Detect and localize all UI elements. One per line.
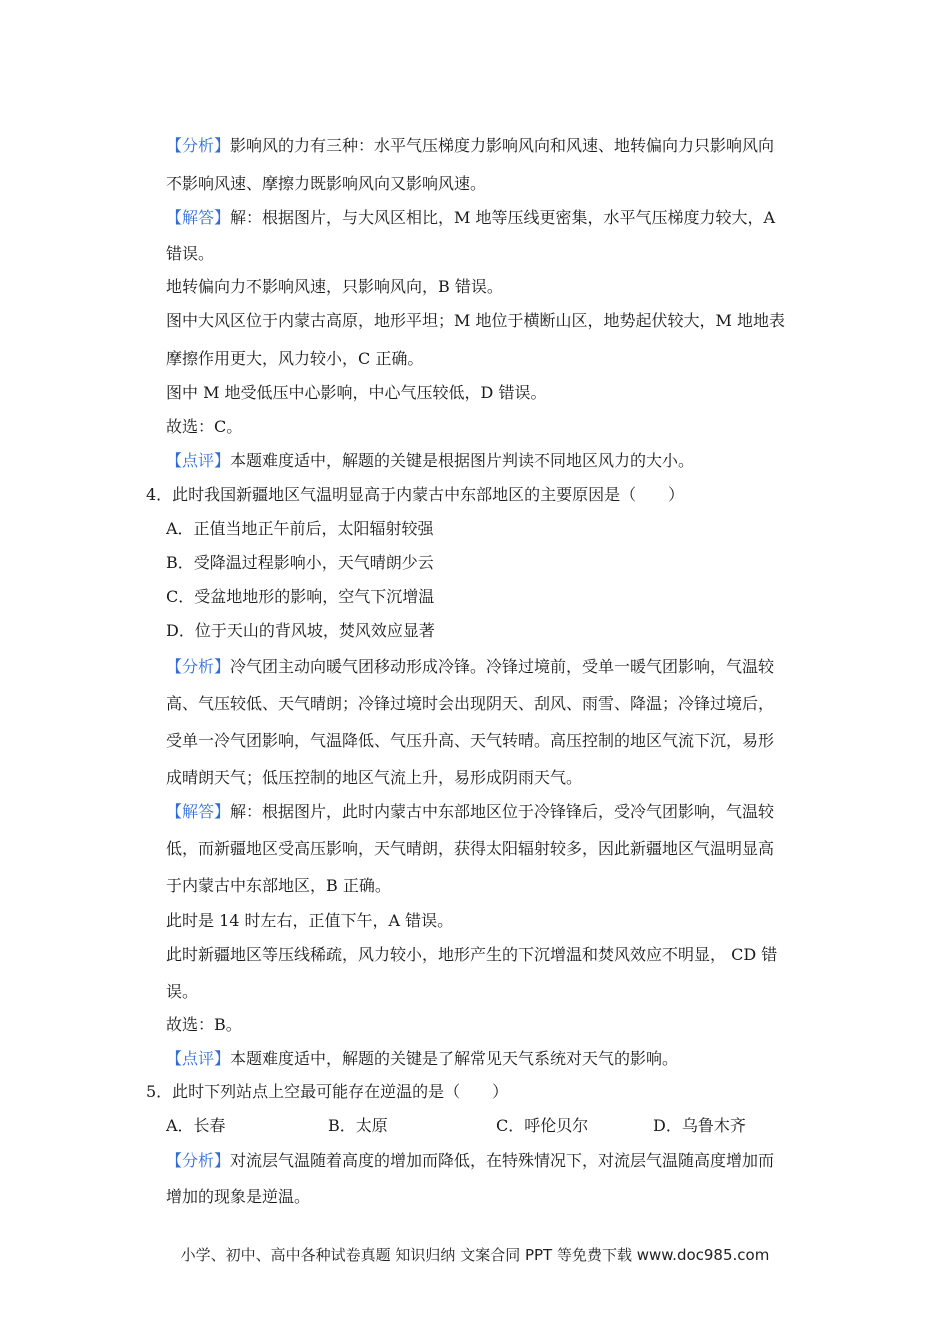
section-tag: 【点评】 [166,1049,231,1068]
line-text: 对流层气温随着高度的增加而降低，在特殊情况下，对流层气温随高度增加而 [230,1151,775,1170]
line-text: 本题难度适中，解题的关键是了解常见天气系统对天气的影响。 [230,1049,679,1068]
line-text: 错误。 [166,244,215,263]
text-line [166,136,774,156]
section-tag: 【分析】 [166,657,231,676]
text-line [166,876,391,896]
footer-text: 小学、初中、高中各种试卷真题 知识归纳 文案合同 PPT 等免费下载 www.doc985.com [180,1246,770,1264]
line-text: 解：根据图片，此时内蒙古中东部地区位于冷锋锋后，受冷气团影响，气温较 [230,802,775,821]
text-line [166,694,774,714]
line-text: 受单一冷气团影响，气温降低、气压升高、天气转晴。高压控制的地区气流下沉，易形 [166,731,775,750]
text-line [146,485,684,505]
line-text: 此时新疆地区等压线稀疏，风力较小，地形产生的下沉增温和焚风效应不明显， CD 错 [166,945,778,964]
line-text: 误。 [166,982,199,1001]
option-item: A．长春 [166,1116,226,1135]
text-line [166,208,775,228]
text-line [166,349,423,369]
option-item: B．太原 [328,1116,388,1135]
text-line [166,802,774,822]
text-line [166,383,546,403]
text-line [166,657,774,677]
option-item: C．呼伦贝尔 [496,1116,589,1135]
line-text: 影响风的力有三种：水平气压梯度力影响风向和风速、地转偏向力只影响风向 [230,136,775,155]
line-text: 解：根据图片，与大风区相比，M 地等压线更密集，水平气压梯度力较大，A [230,208,776,227]
text-line [166,621,435,641]
line-text: 冷气团主动向暖气团移动形成冷锋。冷锋过境前，受单一暖气团影响，气温较 [230,657,775,676]
text-line [166,451,694,471]
section-tag: 【分析】 [166,1151,231,1170]
text-line [166,911,453,931]
text-line [166,945,777,965]
line-text: 低，而新疆地区受高压影响，天气晴朗，获得太阳辐射较多，因此新疆地区气温明显高 [166,839,775,858]
line-text: 于内蒙古中东部地区，B 正确。 [166,876,391,895]
line-text: 增加的现象是逆温。 [166,1187,311,1206]
line-text: 不影响风速、摩擦力既影响风向又影响风速。 [166,174,487,193]
line-text: A．正值当地正午前后，太阳辐射较强 [166,519,434,538]
section-tag: 【解答】 [166,208,231,227]
line-text: 本题难度适中，解题的关键是根据图片判读不同地区风力的大小。 [230,451,695,470]
text-line [166,1015,242,1035]
line-text: D．位于天山的背风坡，焚风效应显著 [166,621,435,640]
option-item: D．乌鲁木齐 [653,1116,746,1135]
section-tag: 【分析】 [166,136,231,155]
text-line [166,839,774,859]
text-line [166,731,774,751]
text-line [166,277,503,297]
line-text: 5．此时下列站点上空最可能存在逆温的是（ ） [146,1082,509,1101]
line-text: 故选：B。 [166,1015,242,1034]
text-line [166,244,214,264]
text-line [166,587,434,607]
text-line [166,1049,678,1069]
line-text: 图中 M 地受低压中心影响，中心气压较低，D 错误。 [166,383,547,402]
line-text: 高、气压较低、天气晴朗；冷锋过境时会出现阴天、刮风、雨雪、降温；冷锋过境后， [166,694,775,713]
text-line [166,174,486,194]
line-text: B．受降温过程影响小，天气晴朗少云 [166,553,434,572]
line-text: 故选：C。 [166,417,243,436]
text-line [166,553,434,573]
section-tag: 【点评】 [166,451,231,470]
text-line [146,1082,508,1102]
text-line [166,417,242,437]
line-text: 地转偏向力不影响风速，只影响风向，B 错误。 [166,277,503,296]
line-text: C．受盆地地形的影响，空气下沉增温 [166,587,435,606]
text-line [166,768,582,788]
line-text: 4．此时我国新疆地区气温明显高于内蒙古中东部地区的主要原因是（ ） [146,485,685,504]
line-text: 图中大风区位于内蒙古高原，地形平坦；M 地位于横断山区，地势起伏较大，M 地地表 [166,311,785,330]
text-line [166,1187,310,1207]
text-line [166,519,434,539]
line-text: 摩擦作用更大，风力较小，C 正确。 [166,349,424,368]
text-line [166,1151,774,1171]
line-text: 成晴朗天气；低压控制的地区气流上升，易形成阴雨天气。 [166,768,583,787]
section-tag: 【解答】 [166,802,231,821]
line-text: 此时是 14 时左右，正值下午，A 错误。 [166,911,454,930]
text-line [166,311,785,331]
text-line [166,982,198,1002]
